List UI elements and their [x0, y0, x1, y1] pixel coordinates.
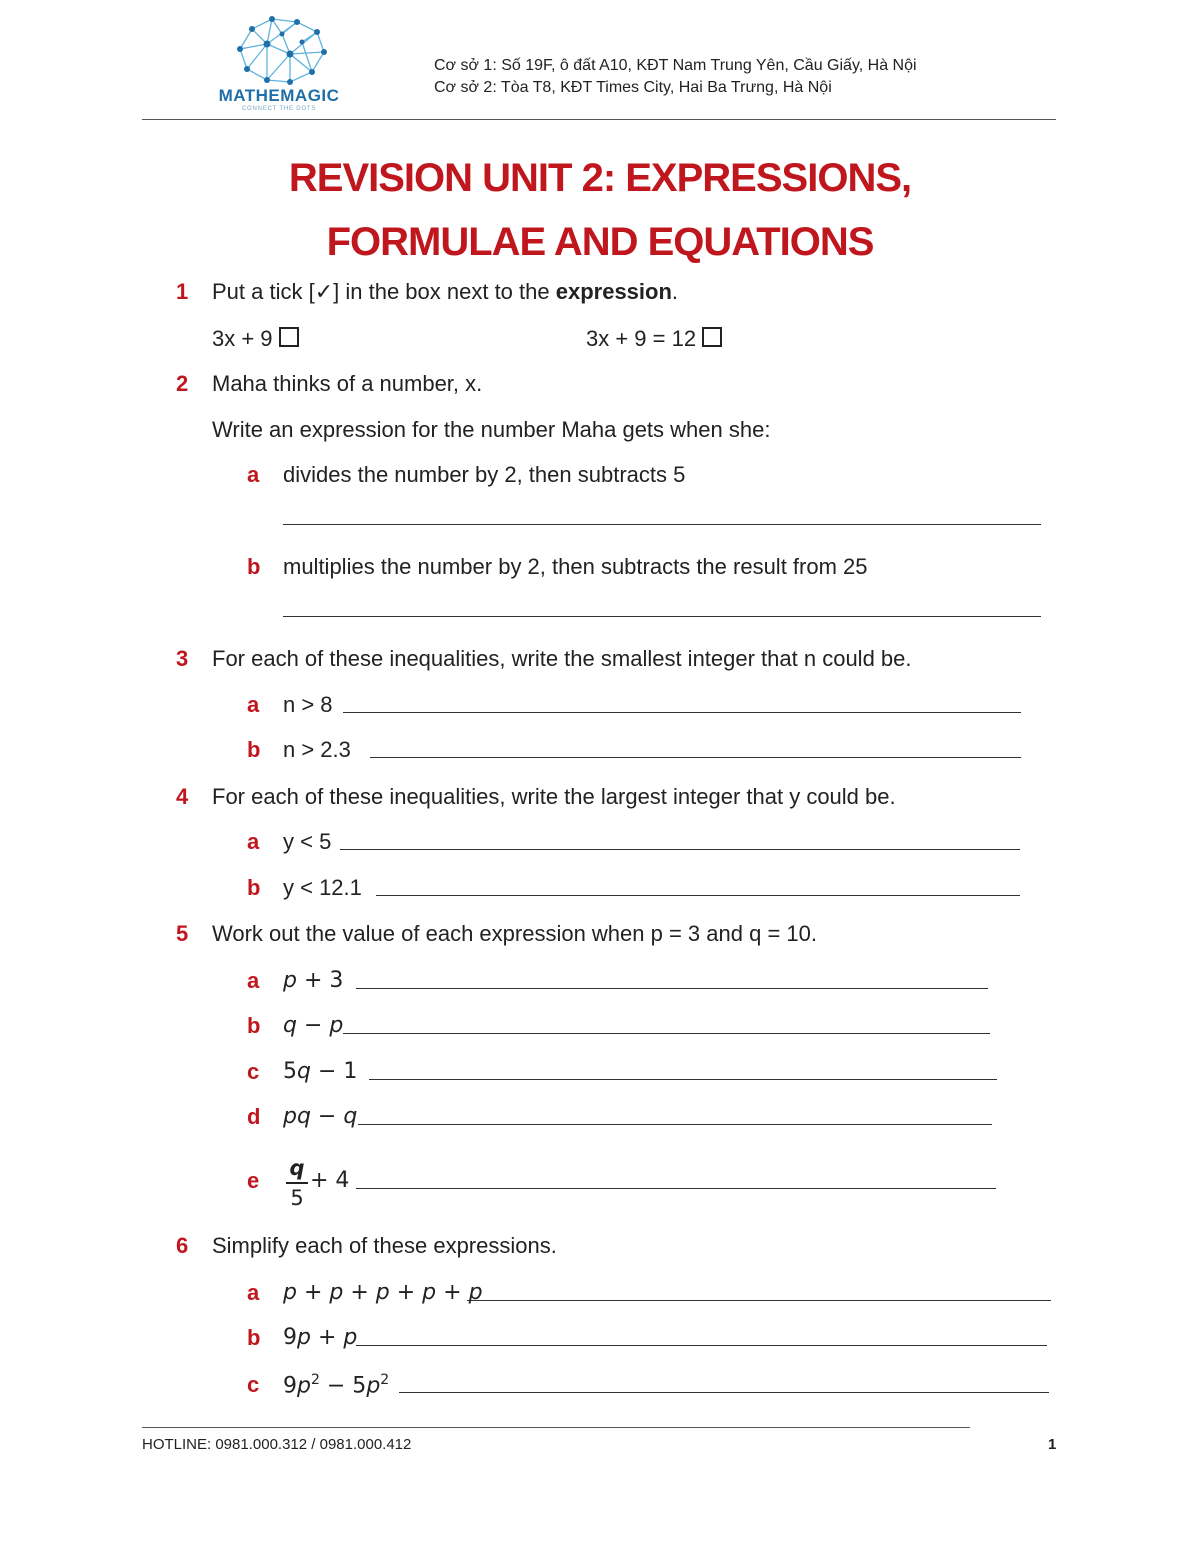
sub-label: b — [247, 737, 261, 762]
expression: p + 3 — [283, 968, 344, 993]
sub-label: a — [247, 692, 260, 717]
sub-label: c — [247, 1059, 260, 1084]
question-text-bold: expression — [555, 279, 672, 304]
answer-line[interactable] — [343, 712, 1021, 713]
header-divider — [142, 119, 1056, 120]
sub-label: d — [247, 1104, 261, 1129]
sub-question-text: y < 5 — [283, 829, 332, 854]
question-text: For each of these inequalities, write the smallest integer that n could be. — [212, 646, 912, 671]
sub-label: b — [247, 875, 261, 900]
question-number: 2 — [176, 371, 189, 396]
option-label: 3x + 9 = 12 — [586, 326, 697, 351]
sub-label: c — [247, 1372, 260, 1397]
answer-line[interactable] — [283, 616, 1041, 617]
answer-line[interactable] — [283, 524, 1041, 525]
question-text — [212, 279, 678, 305]
logo-name: MATHEMAGIC — [218, 86, 340, 105]
answer-line[interactable] — [343, 1033, 990, 1034]
fraction-bar — [286, 1182, 308, 1184]
fraction-numerator: q — [289, 1156, 305, 1180]
answer-line[interactable] — [356, 1188, 996, 1189]
answer-line[interactable] — [399, 1392, 1049, 1393]
sub-label: b — [247, 554, 261, 579]
answer-line[interactable] — [370, 757, 1021, 758]
tick-box[interactable] — [279, 327, 299, 347]
fraction — [286, 1156, 308, 1210]
expression: p + p + p + p + p — [283, 1280, 483, 1305]
answer-line[interactable] — [369, 1079, 997, 1080]
sub-label: a — [247, 968, 260, 993]
footer-divider — [142, 1427, 970, 1428]
page-number: 1 — [1048, 1436, 1057, 1453]
answer-line[interactable] — [376, 895, 1020, 896]
address-2: Cơ sở 2: Tòa T8, KĐT Times City, Hai Ba Trưng, Hà Nội — [434, 79, 832, 96]
expression: 5q − 1 — [283, 1059, 358, 1084]
question-number: 4 — [176, 784, 189, 809]
question-text: Maha thinks of a number, x. — [212, 371, 483, 396]
option-label: 3x + 9 — [212, 326, 273, 351]
sub-label: a — [247, 829, 260, 854]
page-title-line-1: REVISION UNIT 2: EXPRESSIONS, — [288, 156, 912, 200]
expression: 9p + p — [283, 1325, 358, 1350]
logo-network-icon — [212, 14, 362, 94]
question-instruction: Write an expression for the number Maha gets when she: — [212, 417, 771, 442]
question-text: Simplify each of these expressions. — [212, 1233, 557, 1258]
answer-line[interactable] — [467, 1300, 1051, 1301]
address-1: Cơ sở 1: Số 19F, ô đất A10, KĐT Nam Trung Yên, Cầu Giấy, Hà Nội — [434, 57, 917, 74]
question-number: 6 — [176, 1233, 189, 1258]
answer-line[interactable] — [356, 988, 988, 989]
sub-label: e — [247, 1168, 260, 1193]
tick-box[interactable] — [702, 327, 722, 347]
question-number: 5 — [176, 921, 189, 946]
option-equation — [586, 326, 722, 352]
fraction-denominator: 5 — [290, 1186, 304, 1210]
hotline: HOTLINE: 0981.000.312 / 0981.000.412 — [142, 1436, 412, 1453]
question-number: 1 — [176, 279, 189, 304]
sub-label: a — [247, 1280, 260, 1305]
sub-question-text: y < 12.1 — [283, 875, 362, 900]
option-expression — [212, 326, 299, 352]
question-number: 3 — [176, 646, 189, 671]
sub-label: b — [247, 1013, 261, 1038]
sub-label: a — [247, 462, 260, 487]
sub-question-text: multiplies the number by 2, then subtracts the result from 25 — [283, 554, 868, 579]
sub-question-text: divides the number by 2, then subtracts 5 — [283, 462, 686, 487]
expression: $9p^2 - 5p^2$ — [283, 1372, 390, 1399]
logo-tagline: CONNECT THE DOTS — [241, 106, 317, 112]
expression: + 4 — [310, 1168, 350, 1193]
question-text: Work out the value of each expression when p = 3 and q = 10. — [212, 921, 817, 946]
expression: pq − q — [283, 1104, 358, 1129]
question-text-end: . — [671, 279, 679, 304]
question-text-part: Put a tick [✓] in the box next to the — [212, 279, 556, 304]
expression: q − p — [283, 1013, 344, 1038]
question-text: For each of these inequalities, write the largest integer that y could be. — [212, 784, 896, 809]
sub-label: b — [247, 1325, 261, 1350]
page-title-line-2: FORMULAE AND EQUATIONS — [326, 220, 874, 264]
answer-line[interactable] — [340, 849, 1020, 850]
sub-question-text: n > 8 — [283, 692, 333, 717]
answer-line[interactable] — [358, 1124, 992, 1125]
sub-question-text: n > 2.3 — [283, 737, 351, 762]
answer-line[interactable] — [356, 1345, 1047, 1346]
